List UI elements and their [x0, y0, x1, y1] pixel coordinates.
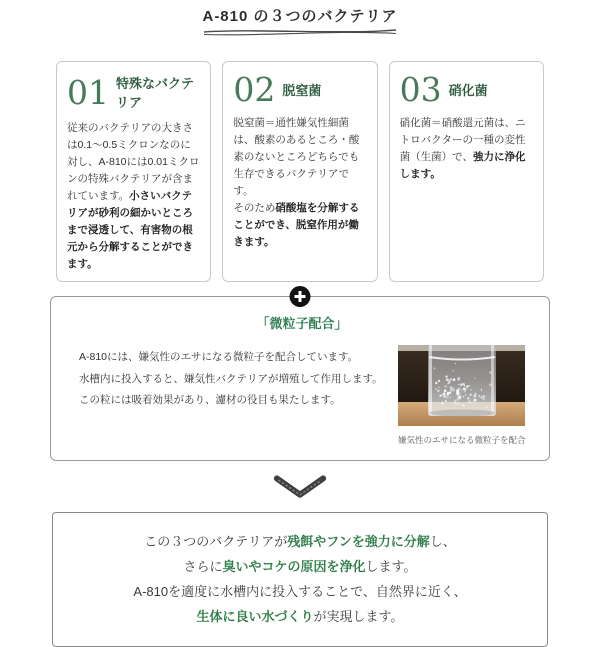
- summary-highlight: 残餌やフンを強力に分解: [287, 534, 430, 549]
- summary-line: [63, 530, 537, 555]
- card-body: [233, 115, 366, 251]
- card-number: 01: [67, 72, 109, 112]
- plus-icon: [290, 286, 311, 307]
- summary-text: この３つのバクテリアが: [144, 534, 288, 549]
- card-heading: 硝化菌: [448, 83, 488, 98]
- card-body-bold-text: 硝酸塩を分解することができ、脱窒作用が働きます。: [233, 202, 360, 248]
- card-header: [67, 73, 200, 111]
- bacteria-card-01: [56, 61, 211, 282]
- card-body-text: そのため: [233, 202, 276, 214]
- chevron-down-icon: [270, 474, 330, 500]
- summary-text: し、: [429, 534, 456, 549]
- particle-section-box: [50, 296, 550, 461]
- summary-highlight: 臭いやコケの原因を浄化: [222, 558, 366, 574]
- summary-box: [52, 512, 548, 647]
- particle-description-line: この粒には吸着効果があり、濾材の役目も果たします。: [79, 394, 341, 407]
- bacteria-card-02: [222, 61, 377, 282]
- summary-text: が実現します。: [313, 608, 404, 624]
- bacteria-cards-row: [56, 61, 544, 282]
- card-header: [233, 70, 366, 109]
- card-number: 03: [399, 70, 442, 109]
- card-body-text: 脱窒菌＝通性嫌気性細菌は、酸素のあるところ・酸素のないところどちらでも生存できるバクテリアです。: [233, 117, 360, 197]
- summary-highlight: 生体に良い水づくり: [196, 608, 314, 624]
- summary-text: さらに: [183, 558, 223, 574]
- card-body-bold-text: 強力に浄化します。: [399, 151, 526, 180]
- glass-of-particles-photo: [398, 345, 525, 426]
- bacteria-card-03: [389, 61, 544, 282]
- page-title: A-810 の３つのバクテリア: [202, 8, 398, 25]
- particle-section-content: [79, 345, 525, 446]
- card-number: 02: [233, 70, 276, 109]
- card-header: [399, 70, 533, 109]
- card-body: [400, 115, 533, 183]
- particle-description-line: 水槽内に投入すると、嫌気性バクテリアが増殖して作用します。: [79, 372, 383, 385]
- summary-line: [63, 555, 537, 580]
- card-body-bold-text: 小さいバクテリアが砂利の細かいところまで浸透して、有害物の根元から分解することができます。: [67, 190, 193, 270]
- particle-section-heading: 「微粒子配合」: [256, 316, 348, 331]
- particle-figure: [398, 345, 525, 446]
- card-heading: 特殊なバクテリア: [116, 76, 195, 110]
- summary-text: します。: [365, 558, 417, 574]
- chevron-wrap: [0, 474, 600, 504]
- card-body-line: [233, 200, 366, 251]
- summary-text: A-810を適度に水槽内に投入することで、自然界に近く、: [133, 583, 467, 599]
- particle-description: [79, 345, 383, 412]
- photo-caption: 嫌気性のエサになる微粒子を配合: [398, 435, 526, 445]
- card-heading: 脱窒菌: [282, 83, 322, 98]
- card-body: [67, 120, 200, 273]
- card-body-text: 従来のバクテリアの大きさは0.1〜0.5ミクロンなのに対し、A-810には0.01ミクロンの特殊バクテリアが含まれています。: [67, 122, 200, 202]
- summary-line: [63, 605, 537, 630]
- title-underline-decoration: [202, 27, 398, 37]
- particle-description-line: A-810には、嫌気性のエサになる微粒子を配合しています。: [79, 351, 359, 363]
- card-body-text: 硝化菌＝硝酸還元菌は、ニトロバクターの一種の変性菌（生菌）で、: [399, 117, 526, 163]
- summary-line: [63, 580, 537, 605]
